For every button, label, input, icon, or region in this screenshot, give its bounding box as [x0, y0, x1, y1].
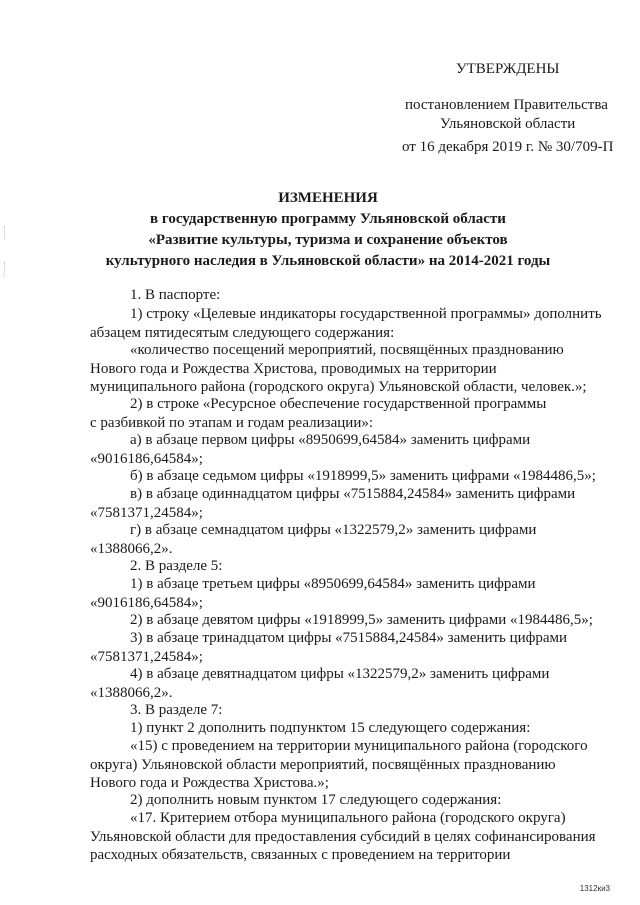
body-line: Нового года и Рождества Христова, проводимых на территории: [90, 361, 497, 377]
body-line: «9016186,64584»;: [90, 595, 203, 611]
body-line: с разбивкой по этапам и годам реализации»:: [90, 415, 374, 431]
body-line: 1) пункт 2 дополнить подпунктом 15 следующего содержания:: [130, 720, 531, 736]
body-line: 2) в строке «Ресурсное обеспечение государственной программы: [130, 396, 547, 412]
body-line: «17. Критерием отбора муниципального района (городского округа): [130, 810, 566, 826]
body-line: 2) дополнить новым пунктом 17 следующего содержания:: [130, 792, 502, 808]
body-line: «количество посещений мероприятий, посвящённых празднованию: [130, 342, 564, 358]
body-line: «1388066,2».: [90, 685, 173, 701]
body-line: в) в абзаце одиннадцатом цифры «7515884,24584» заменить цифрами: [130, 486, 576, 502]
body-line: а) в абзаце первом цифры «8950699,64584» заменить цифрами: [130, 432, 531, 448]
scan-artifact: [4, 226, 8, 240]
body-line: 3. В разделе 7:: [130, 702, 223, 718]
body-line: «9016186,64584»;: [90, 451, 203, 467]
body-line: 3) в абзаце тринадцатом цифры «7515884,24584» заменить цифрами: [130, 630, 568, 646]
body-line: б) в абзаце седьмом цифры «1918999,5» заменить цифрами «1984486,5»;: [130, 468, 596, 484]
body-line: 4) в абзаце девятнадцатом цифры «1322579,2» заменить цифрами: [130, 666, 550, 682]
body-line: абзацем пятидесятым следующего содержания:: [90, 325, 395, 341]
body-line: «1388066,2».: [90, 541, 173, 557]
title-line-2: в государственную программу Ульяновской области: [150, 211, 506, 227]
title-line-3: «Развитие культуры, туризма и сохранение объектов: [148, 232, 508, 248]
approval-heading: УТВЕРЖДЕНЫ: [456, 61, 560, 77]
body-line: 1. В паспорте:: [130, 287, 221, 303]
body-line: округа) Ульяновской области мероприятий, посвящённых празднованию: [90, 757, 556, 773]
approval-line-1: постановлением Правительства: [405, 97, 608, 113]
body-line: Нового года и Рождества Христова.»;: [90, 775, 329, 791]
scan-artifact: [4, 262, 8, 276]
body-line: «7581371,24584»;: [90, 649, 203, 665]
title-line-1: ИЗМЕНЕНИЯ: [278, 190, 378, 206]
approval-line-2: Ульяновской области: [440, 116, 576, 132]
body-line: «7581371,24584»;: [90, 505, 203, 521]
title-line-4: культурного наследия в Ульяновской области» на 2014-2021 годы: [105, 253, 551, 269]
body-line: расходных обязательств, связанных с проведением на территории: [90, 847, 511, 863]
body-line: 2) в абзаце девятом цифры «1918999,5» заменить цифрами «1984486,5»;: [130, 612, 593, 628]
approval-line-3: от 16 декабря 2019 г. № 30/709-П: [402, 139, 614, 155]
body-line: 1) в абзаце третьем цифры «8950699,64584» заменить цифрами: [130, 576, 536, 592]
body-line: «15) с проведением на территории муниципального района (городского: [130, 738, 588, 754]
footer-code: 1312ки3: [579, 884, 610, 893]
body-line: муниципального района (городского округа) Ульяновской области, человек.»;: [90, 379, 587, 395]
body-line: г) в абзаце семнадцатом цифры «1322579,2» заменить цифрами: [130, 522, 537, 538]
body-line: 2. В разделе 5:: [130, 558, 223, 574]
body-line: 1) строку «Целевые индикаторы государственной программы» дополнить: [130, 306, 602, 322]
body-line: Ульяновской области для предоставления субсидий в целях софинансирования: [90, 829, 596, 845]
